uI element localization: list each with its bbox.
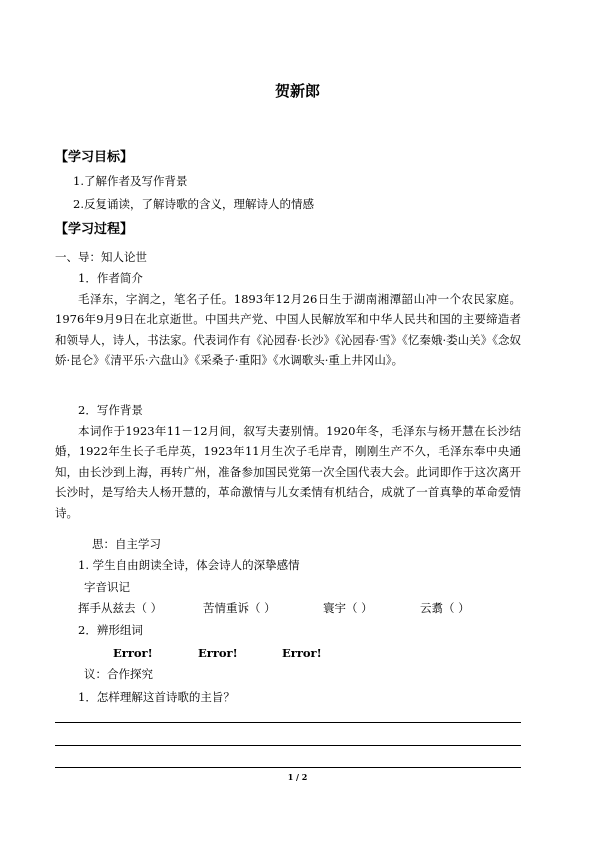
answer-line [55, 767, 521, 768]
learning-goals-heading: 【学习目标】 [55, 150, 134, 165]
question-1: 1．怎样理解这首诗歌的主旨？ [78, 690, 235, 704]
learning-process-heading: 【学习过程】 [55, 222, 134, 237]
pronunciation-item: 云翥（ ） [420, 601, 470, 615]
discussion-heading: 议：合作探究 [84, 667, 153, 681]
page-title: 贺新郎 [274, 82, 320, 100]
author-intro-text: 毛泽东，字润之，笔名子任。1893年12月26日生于湖南湘潭韶山冲一个农民家庭。1976年9月9日在北京逝世。中国共产党、中国人民解放军和中华人民共和国的主要缔造者和领导人，诗人，书法家。代表词作有《沁园春·长沙》《沁园春·雪》《忆秦娥·娄山关》《念奴娇·昆仑》《清平乐·六盘山》《采桑子·重阳》《水调歌头·重上井冈山》。 [55, 292, 521, 368]
error-field: Error! [113, 646, 153, 660]
page-number: 1 / 2 [287, 772, 308, 782]
pronunciation-item: 寰宇（ ） [323, 601, 373, 615]
pronunciation-heading: 字音识记 [84, 580, 130, 594]
error-field: Error! [198, 646, 238, 660]
pronunciation-item: 苦情重诉（ ） [203, 601, 276, 615]
author-intro-heading: 1．作者简介 [78, 271, 143, 285]
error-field: Error! [282, 646, 322, 660]
answer-line [55, 745, 521, 746]
distinguish-heading: 2．辨形组词 [78, 623, 143, 637]
background-heading: 2．写作背景 [78, 403, 143, 417]
goal-item: 2.反复诵读，了解诗歌的含义，理解诗人的情感 [73, 197, 314, 211]
answer-line [55, 722, 521, 723]
self-study-heading: 思：自主学习 [92, 537, 161, 551]
section-heading: 一、导：知人论世 [55, 250, 147, 264]
goal-item: 1.了解作者及写作背景 [73, 174, 188, 188]
background-text: 本词作于1923年11－12月间，叙写夫妻别情。1920年冬，毛泽东与杨开慧在长沙结婚，1922年生长子毛岸英，1923年11月生次子毛岸青，刚刚生产不久，毛泽东奉中央通知，由长沙到上海，再转广州，准备参加国民党第一次全国代表大会。此词即作于这次离开长沙时，是写给夫人杨开慧的，革命激情与儿女柔情有机结合，成就了一首真挚的革命爱情诗。 [55, 424, 521, 520]
pronunciation-item: 挥手从兹去（ ） [78, 601, 163, 615]
reading-task: 1. 学生自由朗读全诗，体会诗人的深挚感情 [78, 558, 300, 572]
